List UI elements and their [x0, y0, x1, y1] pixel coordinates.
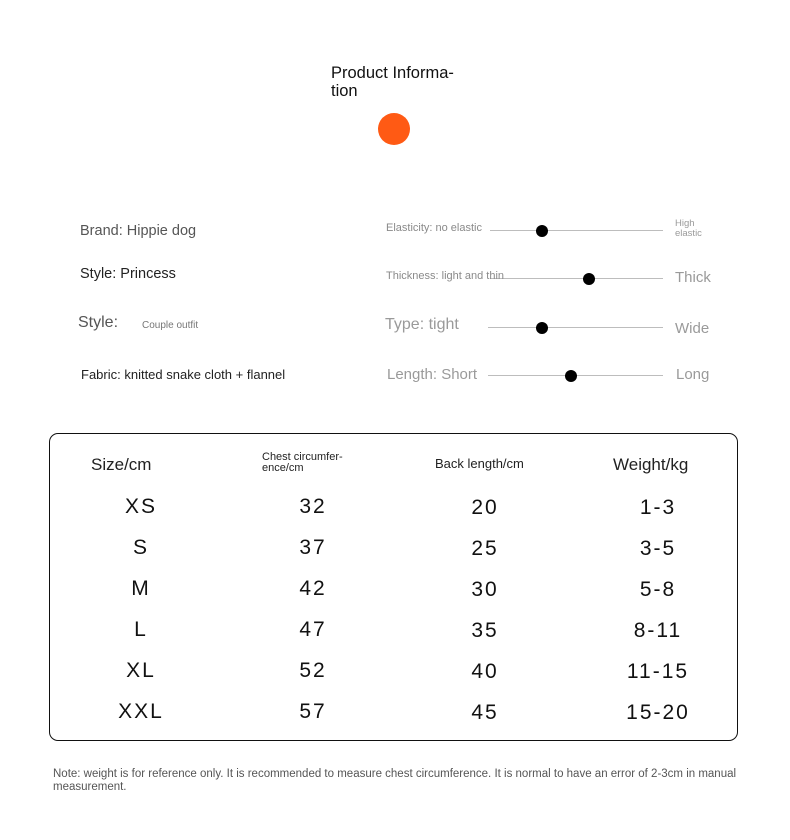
weight-cell: 15-20: [626, 701, 690, 724]
size-cell: XS: [124, 495, 157, 518]
slider-end-label: High elastic: [675, 218, 702, 239]
back-cell: 45: [471, 701, 499, 724]
slider-label: Elasticity: no elastic: [386, 222, 482, 234]
page-title: Product Informa- tion: [331, 64, 454, 100]
measurement-note: Note: weight is for reference only. It is recommended to measure chest circumference. It is normal to have an error of 2-3cm in manual measurement.: [53, 768, 737, 793]
table-header-back: Back length/cm: [435, 456, 524, 471]
table-header-weight: Weight/kg: [613, 455, 689, 474]
back-cell: 40: [471, 660, 499, 683]
chest-cell: 42: [299, 577, 327, 600]
size-table: [49, 433, 738, 741]
slider-end-label: Thick: [675, 269, 711, 286]
slider-track: [488, 327, 663, 328]
slider-label: Length: Short: [387, 366, 478, 383]
back-cell: 35: [471, 619, 499, 642]
style-label: Style:: [78, 314, 119, 331]
fabric-label: Fabric: knitted snake cloth + flannel: [81, 367, 286, 382]
accent-dot: [378, 113, 410, 145]
back-cell: 20: [471, 496, 499, 519]
size-cell: L: [134, 618, 148, 641]
table-header-chest: Chest circumfer- ence/cm: [262, 451, 343, 474]
weight-cell: 3-5: [639, 537, 677, 560]
size-cell: M: [131, 577, 151, 600]
slider-knob: [565, 370, 577, 382]
brand-label: Brand: Hippie dog: [80, 223, 197, 239]
slider-track: [490, 278, 663, 279]
slider-end-label: Long: [676, 366, 710, 383]
size-cell: XL: [126, 659, 156, 682]
chest-cell: 47: [299, 618, 327, 641]
weight-cell: 11-15: [626, 660, 690, 683]
style-princess-label: Style: Princess: [80, 266, 176, 282]
slider-label: Type: tight: [385, 316, 459, 333]
chest-cell: 57: [299, 700, 327, 723]
back-cell: 30: [471, 578, 499, 601]
slider-label: Thickness: light and thin: [386, 270, 505, 282]
back-cell: 25: [471, 537, 499, 560]
chest-cell: 52: [299, 659, 327, 682]
weight-cell: 1-3: [639, 496, 677, 519]
table-header-size: Size/cm: [91, 455, 152, 474]
weight-cell: 5-8: [639, 578, 677, 601]
slider-track: [490, 230, 663, 231]
chest-cell: 32: [299, 495, 327, 518]
slider-knob: [536, 322, 548, 334]
chest-cell: 37: [299, 536, 327, 559]
slider-knob: [536, 225, 548, 237]
slider-knob: [583, 273, 595, 285]
weight-cell: 8-11: [633, 619, 683, 642]
slider-end-label: Wide: [675, 320, 710, 337]
size-cell: XXL: [118, 700, 164, 723]
size-cell: S: [132, 536, 149, 559]
style-couple-value: Couple outfit: [142, 320, 199, 331]
